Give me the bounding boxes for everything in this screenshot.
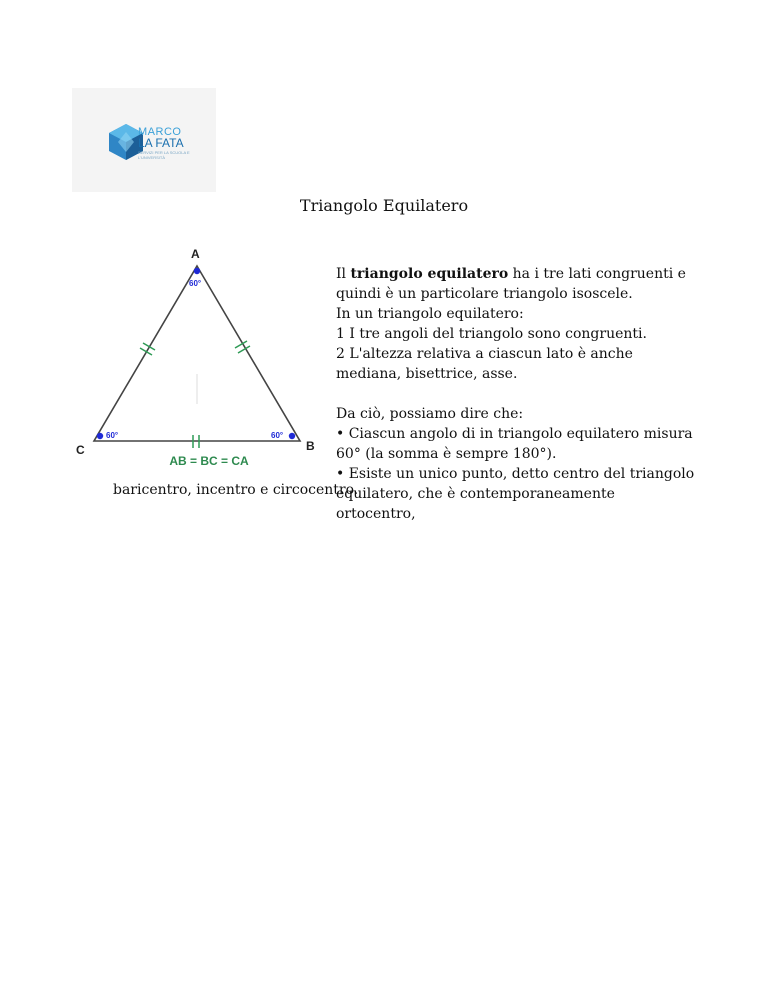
logo-text-top: MARCO [138, 126, 182, 138]
bullet-item-2-tail: baricentro, incentro e circocentro. [113, 482, 359, 498]
intro-paragraph: Il triangolo equilatero ha i tre lati congruenti e quindi è un particolare triangolo isoscele. [336, 266, 686, 302]
body-text [336, 264, 696, 524]
conclusion-line: Da ciò, possiamo dire che: [336, 406, 524, 422]
bold-term: triangolo equilatero [350, 266, 509, 282]
vertex-label-c: C [76, 443, 85, 457]
logo-tagline: SERVIZI PER LA SCUOLA E L'UNIVERSITÀ [138, 150, 190, 160]
angle-label-c: 60° [106, 431, 119, 440]
angle-dot-c [97, 433, 103, 439]
page-title: Triangolo Equilatero [299, 196, 469, 215]
bullet-item-2: • Esiste un unico punto, detto centro del triangolo equilatero, che è contemporaneamente ortocentro, [336, 466, 695, 522]
angle-label-b: 60° [271, 431, 284, 440]
angle-dot-a [194, 268, 200, 274]
vertex-label-a: A [191, 247, 200, 261]
triangle-outline [94, 266, 300, 441]
logo-box [72, 88, 216, 192]
logo-text-main: LA FATA [138, 136, 184, 150]
angle-dot-b [289, 433, 295, 439]
property-item-1: 1 I tre angoli del triangolo sono congruenti. [336, 326, 647, 342]
bullet-item-1: • Ciascun angolo di in triangolo equilatero misura 60° (la somma è sempre 180°). [336, 426, 693, 462]
intro-line: In un triangolo equilatero: [336, 306, 524, 322]
equality-caption: AB = BC = CA [169, 454, 249, 468]
angle-label-a: 60° [189, 279, 202, 288]
property-item-2: 2 L'altezza relativa a ciascun lato è anche mediana, bisettrice, asse. [336, 346, 633, 382]
equilateral-triangle-figure [72, 244, 332, 474]
vertex-label-b: B [306, 439, 315, 453]
